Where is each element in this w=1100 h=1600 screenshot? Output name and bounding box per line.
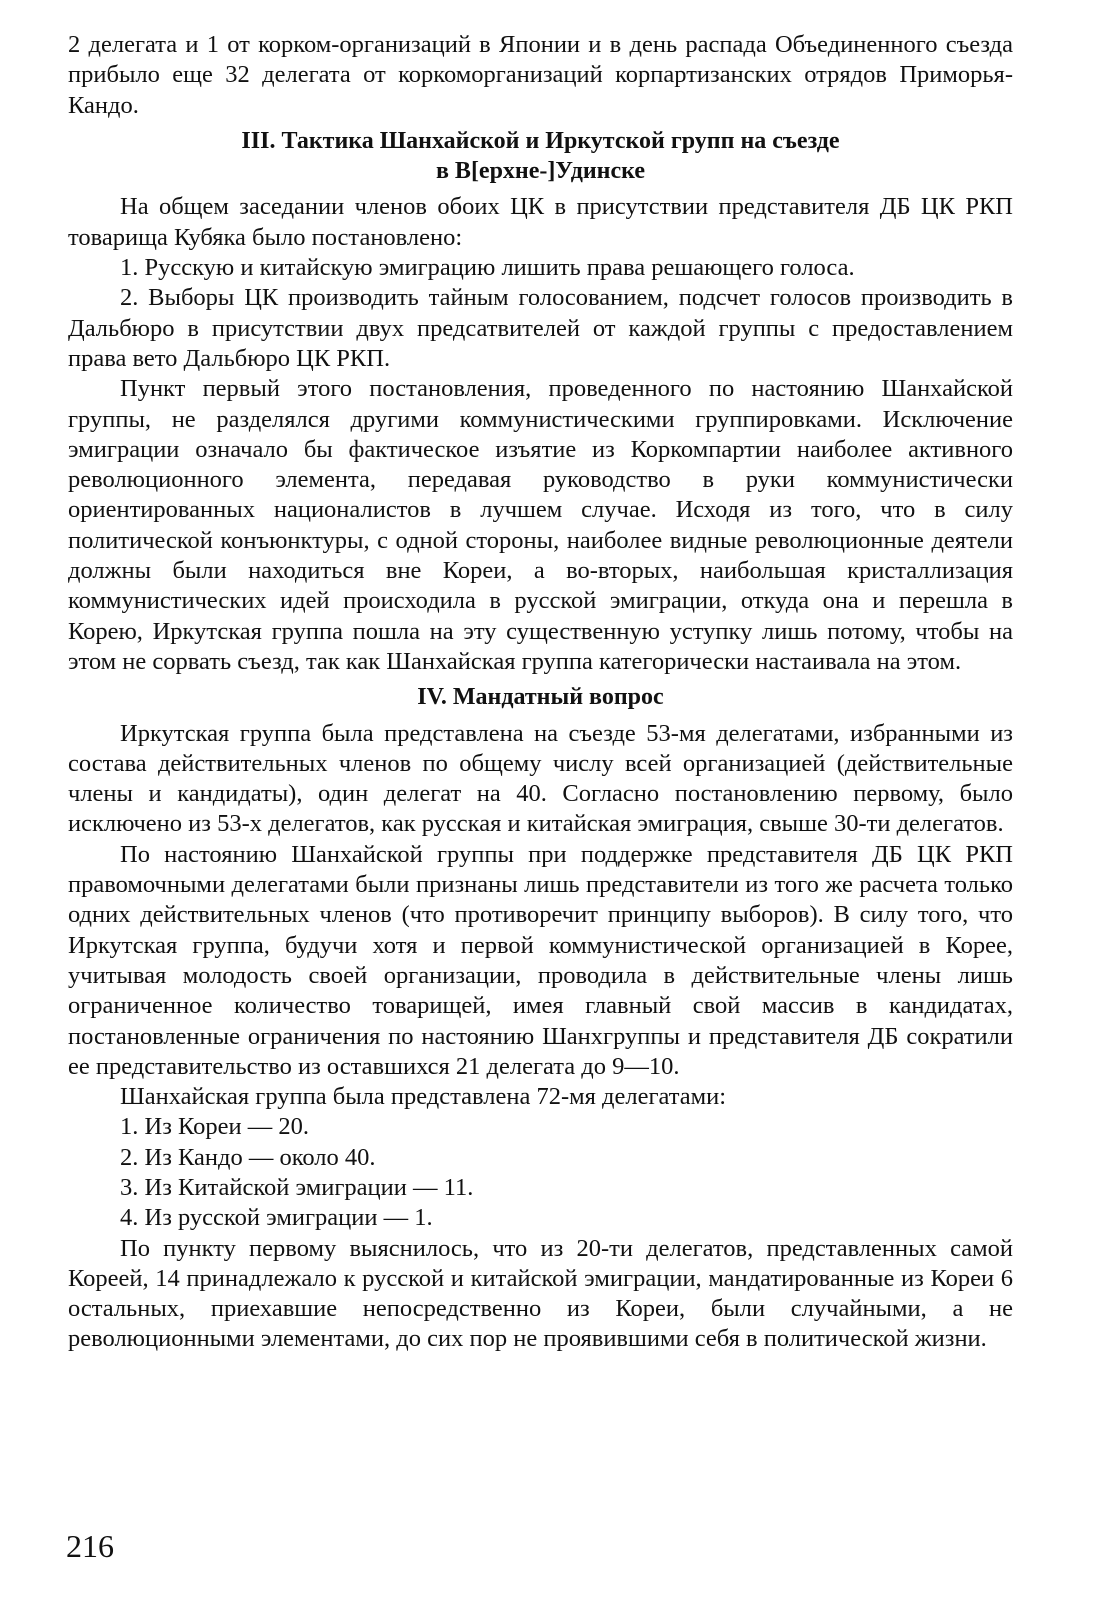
section-4-paragraph-2: По настоянию Шанхайской группы при поддержке представителя ДБ ЦК РКП правомочными делегатами были признаны лишь представители из того же расчета только одних действительных членов (что противоречит принципу выборов). В силу того, что Иркутская группа, будучи хотя и первой коммунистической организацией в Корее, учитывая молодость своей организации, проводила в действительные члены лишь ограниченное количество товарищей, имея главный свой массив в кандидатах, постановленные ограничения по настоянию Шанхгруппы и представителя ДБ сократили ее представительство из оставшихся 21 делегата до 9—10. [68, 840, 1013, 1080]
section-4-paragraph-3: Шанхайская группа была представлена 72-мя делегатами: [120, 1083, 727, 1111]
section-4-paragraph-4: По пункту первому выяснилось, что из 20-ти делегатов, представленных самой Кореей, 14 принадлежало к русской и китайской эмиграции, мандатированные из Кореи 6 остальных, приехавшие непосредственно из Кореи, были случайными, а не революционными элементами, до сих пор не проявившими себя в политической жизни. [68, 1234, 1013, 1353]
page-number: 216 [66, 1528, 114, 1564]
intro-paragraph: 2 делегата и 1 от корком-организаций в Японии и в день распада Объединенного съезда прибыло еще 32 делегата от коркоморганизаций корпартизанских отрядов Приморья-Кандо. [68, 31, 1013, 119]
section-4-list-item-1: 1. Из Кореи — 20. [120, 1113, 309, 1141]
section-4-list-item-3: 3. Из Китайской эмиграции — 11. [120, 1173, 474, 1201]
section-3-heading-line-2: в В[ерхне-]Удинске [435, 158, 646, 185]
section-3-heading-line-1: III. Тактика Шанхайской и Иркутской групп на съезде [241, 127, 840, 154]
section-4-heading: IV. Мандатный вопрос [417, 684, 664, 711]
section-3-list-item-2: 2. Выборы ЦК производить тайным голосованием, подсчет голосов производить в Дальбюро в присутствии двух предсатвителей от каждой группы с предоставлением права вето Дальбюро ЦК РКП. [68, 284, 1013, 372]
section-4-list-item-4: 4. Из русской эмиграции — 1. [120, 1204, 433, 1232]
section-3-list-item-1: 1. Русскую и китайскую эмиграцию лишить права решающего голоса. [120, 254, 855, 282]
section-4-paragraph-1: Иркутская группа была представлена на съезде 53-мя делегатами, избранными из состава действительных членов по общему числу всей организацией (действительные члены и кандидаты), один делегат на 40. Согласно постановлению первому, было исключено из 53-х делегатов, как русская и китайская эмиграция, свыше 30-ти делегатов. [68, 719, 1013, 838]
section-3-paragraph-1: На общем заседании членов обоих ЦК в присутствии представителя ДБ ЦК РКП товарища Кубяка было постановлено: [68, 193, 1013, 251]
section-3-paragraph-2: Пункт первый этого постановления, проведенного по настоянию Шанхайской группы, не разделялся другими коммунистическими группировками. Исключение эмиграции означало бы фактическое изъятие из Коркомпартии наиболее активного революционного элемента, передавая руководство в руки коммунистически ориентированных националистов в лучшем случае. Исходя из того, что в силу политической конъюнктуры, с одной стороны, наиболее видные революционные деятели должны были находиться вне Кореи, а во-вторых, наибольшая кристаллизация коммунистических идей происходила в русской эмиграции, откуда она и перешла в Корею, Иркутская группа пошла на эту существенную уступку лишь потому, чтобы на этом не сорвать съезд, так как Шанхайская группа категорически настаивала на этом. [68, 375, 1013, 675]
section-4-list-item-2: 2. Из Кандо — около 40. [120, 1143, 376, 1171]
page-body [68, 30, 1013, 1355]
section-3-heading [68, 126, 1013, 187]
